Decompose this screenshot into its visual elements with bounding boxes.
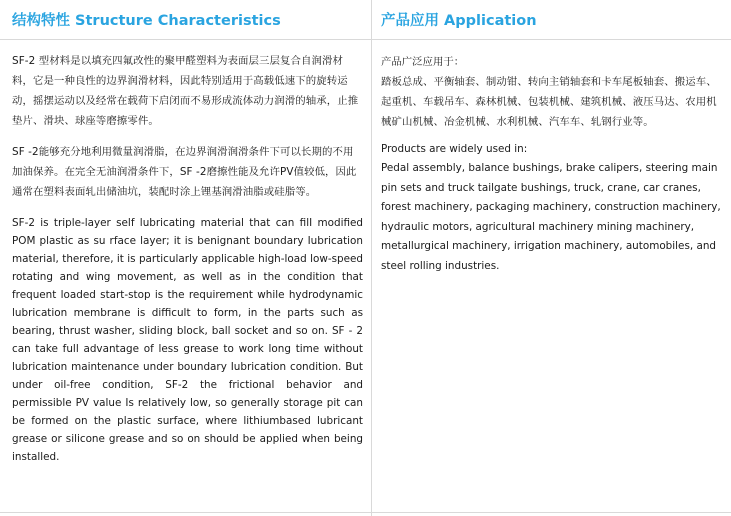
application-cn-intro: 产品广泛应用于：: [381, 56, 465, 68]
application-heading-divider: [372, 39, 731, 40]
structure-en-paragraph: SF-2 is triple-layer self lubricating material that can filI modified POM plastic as su rface layer; it is benignant boundary Iubrication materiaI, therefore, it is particularly applicable high-load low-speed rotating and wing movement, as well as in the condition that frequent loaded start-stop is the requirement while hydrodynamic lubrication membrane is difficult to form, in the parts such as bearing, thrust washer, sliding block, ball socket and so on. SF - 2 can take full advantage of less grease to work long time without lubrication maintenance under boundary Iubrication condition. But under oil-free condition, SF-2 the frictional behavior and permissible PV value Is relatively low, so generally storage pit can be formed on the plastic surface, where lithiumbased lubricant grease or silicone grease and so on should be applied when being installed.: [12, 217, 363, 463]
structure-cn-paragraph-2: SF -2能够充分地利用微量润滑脂，在边界润滑润滑条件下可以长期的不用加油保养。在完全无油润滑条件下，SF -2磨擦性能及允许PV值较低，因此通常在塑料表面轧出储油坑，装配时涂上锂基润滑油脂或硅脂等。: [12, 146, 357, 198]
application-en-list: Pedal assembly, balance bushings, brake calipers, steering main pin sets and truck tailgate bushings, truck, crane, car cranes, forest machinery, packaging machinery, construction machinery, hydraulic motors, agricultural machinery mining machinery, metallurgical machinery, irrigation machinery, automobiles, and steel rolling industries.: [381, 162, 721, 272]
application-section: [372, 0, 731, 276]
application-heading: 产品应用 Application: [381, 13, 537, 29]
application-cn-list: 踏板总成、平衡轴套、制动钳、转向主销轴套和卡车尾板轴套、搬运车、起重机、车载吊车、森林机械、包装机械、建筑机械、液压马达、农用机械矿山机械、冶金机械、水利机械、汽车车、轧钢行业等。: [381, 76, 717, 128]
structure-cn-paragraph-1: SF-2 型材料是以填充四氟改性的聚甲醛塑料为表面层三层复合自润滑材料，它是一种良性的边界润滑材料，因此特别适用于高载低速下的旋转运动，摇摆运动以及经常在载荷下启闭而不易形成流体动力润滑的轴承，止推垫片、滑块、球座等磨擦零件。: [12, 55, 359, 127]
structure-heading: 结构特性 Structure Characteristics: [12, 13, 281, 29]
application-en-intro: Products are widely used in:: [381, 143, 528, 155]
structure-heading-divider: [0, 39, 371, 40]
bottom-rule: [0, 512, 731, 513]
